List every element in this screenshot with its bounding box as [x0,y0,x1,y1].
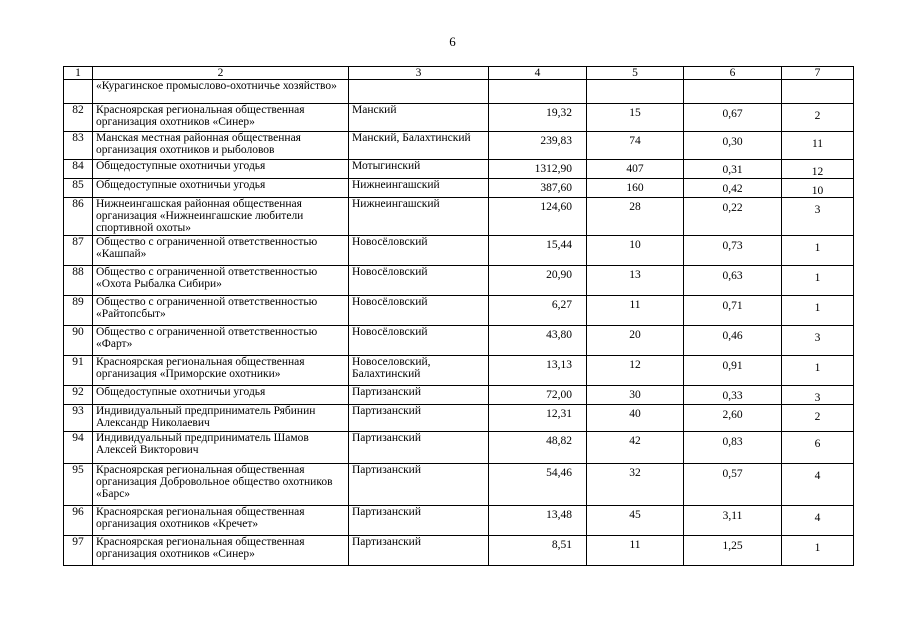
district-cell: Нижнеингашский [349,198,489,236]
count-cell: 40 [587,405,684,432]
column7-value-cell [782,80,854,104]
column7-value-cell: 11 [782,132,854,160]
table-row [64,179,854,198]
row-number-cell: 86 [64,198,93,236]
column-header: 2 [93,67,349,80]
count-cell: 15 [587,104,684,132]
column7-value-cell: 2 [782,405,854,432]
column-header: 4 [489,67,587,80]
row-number-cell [64,80,93,104]
count-cell: 20 [587,326,684,356]
row-number-cell: 82 [64,104,93,132]
organization-name-cell: Индивидуальный предприниматель Шамов Алексей Викторович [93,432,349,464]
area-cell: 12,31 [489,405,587,432]
count-cell: 407 [587,160,684,179]
count-cell: 42 [587,432,684,464]
table-body [64,67,854,566]
area-cell: 387,60 [489,179,587,198]
table-row [64,506,854,536]
district-cell: Партизанский [349,386,489,405]
ratio-cell: 0,42 [684,179,782,198]
area-cell: 20,90 [489,266,587,296]
count-cell: 13 [587,266,684,296]
organization-name-cell: Общедоступные охотничьи угодья [93,386,349,405]
table-row [64,266,854,296]
table-row [64,132,854,160]
ratio-cell: 0,22 [684,198,782,236]
organization-name-cell: Красноярская региональная общественная организация Добровольное общество охотников «Барс» [93,464,349,506]
ratio-cell: 0,71 [684,296,782,326]
row-number-cell: 89 [64,296,93,326]
row-number-cell: 95 [64,464,93,506]
district-cell: Партизанский [349,536,489,566]
area-cell [489,80,587,104]
ratio-cell: 0,31 [684,160,782,179]
organization-name-cell: Красноярская региональная общественная организация «Приморские охотники» [93,356,349,386]
count-cell: 11 [587,536,684,566]
organization-name-cell: Нижнеингашская районная общественная организация «Нижнеингашские любители спортивной охоты» [93,198,349,236]
row-number-cell: 87 [64,236,93,266]
count-cell: 160 [587,179,684,198]
row-number-cell: 94 [64,432,93,464]
column7-value-cell: 1 [782,236,854,266]
column7-value-cell: 1 [782,266,854,296]
organization-name-cell: Индивидуальный предприниматель Рябинин Александр Николаевич [93,405,349,432]
district-cell [349,80,489,104]
district-cell: Новосёловский [349,236,489,266]
count-cell: 32 [587,464,684,506]
column-header: 5 [587,67,684,80]
ratio-cell: 0,63 [684,266,782,296]
column-header: 7 [782,67,854,80]
row-number-cell: 83 [64,132,93,160]
count-cell [587,80,684,104]
row-number-cell: 88 [64,266,93,296]
ratio-cell: 0,30 [684,132,782,160]
area-cell: 15,44 [489,236,587,266]
district-cell: Нижнеингашский [349,179,489,198]
area-cell: 19,32 [489,104,587,132]
district-cell: Новосёловский [349,326,489,356]
column7-value-cell: 3 [782,326,854,356]
row-number-cell: 96 [64,506,93,536]
column7-value-cell: 3 [782,386,854,405]
area-cell: 124,60 [489,198,587,236]
row-number-cell: 91 [64,356,93,386]
ratio-cell: 3,11 [684,506,782,536]
organization-name-cell: «Курагинское промыслово-охотничье хозяйство» [93,80,349,104]
column7-value-cell: 6 [782,432,854,464]
organization-name-cell: Красноярская региональная общественная организация охотников «Синер» [93,536,349,566]
ratio-cell: 0,33 [684,386,782,405]
column-header: 1 [64,67,93,80]
organization-name-cell: Общество с ограниченной ответственностью «Райтопсбыт» [93,296,349,326]
row-number-cell: 85 [64,179,93,198]
district-cell: Партизанский [349,432,489,464]
organization-name-cell: Манская местная районная общественная организация охотников и рыболовов [93,132,349,160]
ratio-cell: 0,91 [684,356,782,386]
count-cell: 11 [587,296,684,326]
organization-name-cell: Общество с ограниченной ответственностью «Фарт» [93,326,349,356]
area-cell: 54,46 [489,464,587,506]
ratio-cell [684,80,782,104]
table-row [64,104,854,132]
table-row [64,296,854,326]
ratio-cell: 0,67 [684,104,782,132]
row-number-cell: 97 [64,536,93,566]
district-cell: Новосёловский [349,266,489,296]
area-cell: 48,82 [489,432,587,464]
area-cell: 1312,90 [489,160,587,179]
column-number-row [64,67,854,80]
count-cell: 45 [587,506,684,536]
district-cell: Мотыгинский [349,160,489,179]
area-cell: 6,27 [489,296,587,326]
area-cell: 13,48 [489,506,587,536]
hunting-grounds-table [63,66,854,566]
table-row [64,198,854,236]
ratio-cell: 0,46 [684,326,782,356]
column7-value-cell: 1 [782,536,854,566]
area-cell: 13,13 [489,356,587,386]
organization-name-cell: Общедоступные охотничьи угодья [93,179,349,198]
ratio-cell: 1,25 [684,536,782,566]
organization-name-cell: Общедоступные охотничьи угодья [93,160,349,179]
ratio-cell: 0,83 [684,432,782,464]
table-row [64,432,854,464]
column-header: 3 [349,67,489,80]
table-row [64,405,854,432]
district-cell: Партизанский [349,464,489,506]
page-number: 6 [449,34,456,49]
column-header: 6 [684,67,782,80]
organization-name-cell: Красноярская региональная общественная организация охотников «Кречет» [93,506,349,536]
district-cell: Новоселовский, Балахтинский [349,356,489,386]
organization-name-cell: Общество с ограниченной ответственностью «Кашпай» [93,236,349,266]
table-row [64,326,854,356]
table-row [64,80,854,104]
column7-value-cell: 10 [782,179,854,198]
column7-value-cell: 3 [782,198,854,236]
area-cell: 72,00 [489,386,587,405]
table-row [64,160,854,179]
row-number-cell: 92 [64,386,93,405]
ratio-cell: 2,60 [684,405,782,432]
organization-name-cell: Красноярская региональная общественная организация охотников «Синер» [93,104,349,132]
column7-value-cell: 12 [782,160,854,179]
district-cell: Манский [349,104,489,132]
ratio-cell: 0,57 [684,464,782,506]
row-number-cell: 90 [64,326,93,356]
table-row [64,356,854,386]
column7-value-cell: 1 [782,296,854,326]
district-cell: Манский, Балахтинский [349,132,489,160]
organization-name-cell: Общество с ограниченной ответственностью «Охота Рыбалка Сибири» [93,266,349,296]
table-row [64,536,854,566]
table-row [64,236,854,266]
district-cell: Партизанский [349,405,489,432]
row-number-cell: 84 [64,160,93,179]
count-cell: 28 [587,198,684,236]
count-cell: 30 [587,386,684,405]
column7-value-cell: 4 [782,464,854,506]
count-cell: 10 [587,236,684,266]
area-cell: 239,83 [489,132,587,160]
row-number-cell: 93 [64,405,93,432]
table-row [64,386,854,405]
table-row [64,464,854,506]
column7-value-cell: 1 [782,356,854,386]
count-cell: 74 [587,132,684,160]
area-cell: 8,51 [489,536,587,566]
ratio-cell: 0,73 [684,236,782,266]
district-cell: Партизанский [349,506,489,536]
district-cell: Новосёловский [349,296,489,326]
column7-value-cell: 2 [782,104,854,132]
column7-value-cell: 4 [782,506,854,536]
count-cell: 12 [587,356,684,386]
area-cell: 43,80 [489,326,587,356]
